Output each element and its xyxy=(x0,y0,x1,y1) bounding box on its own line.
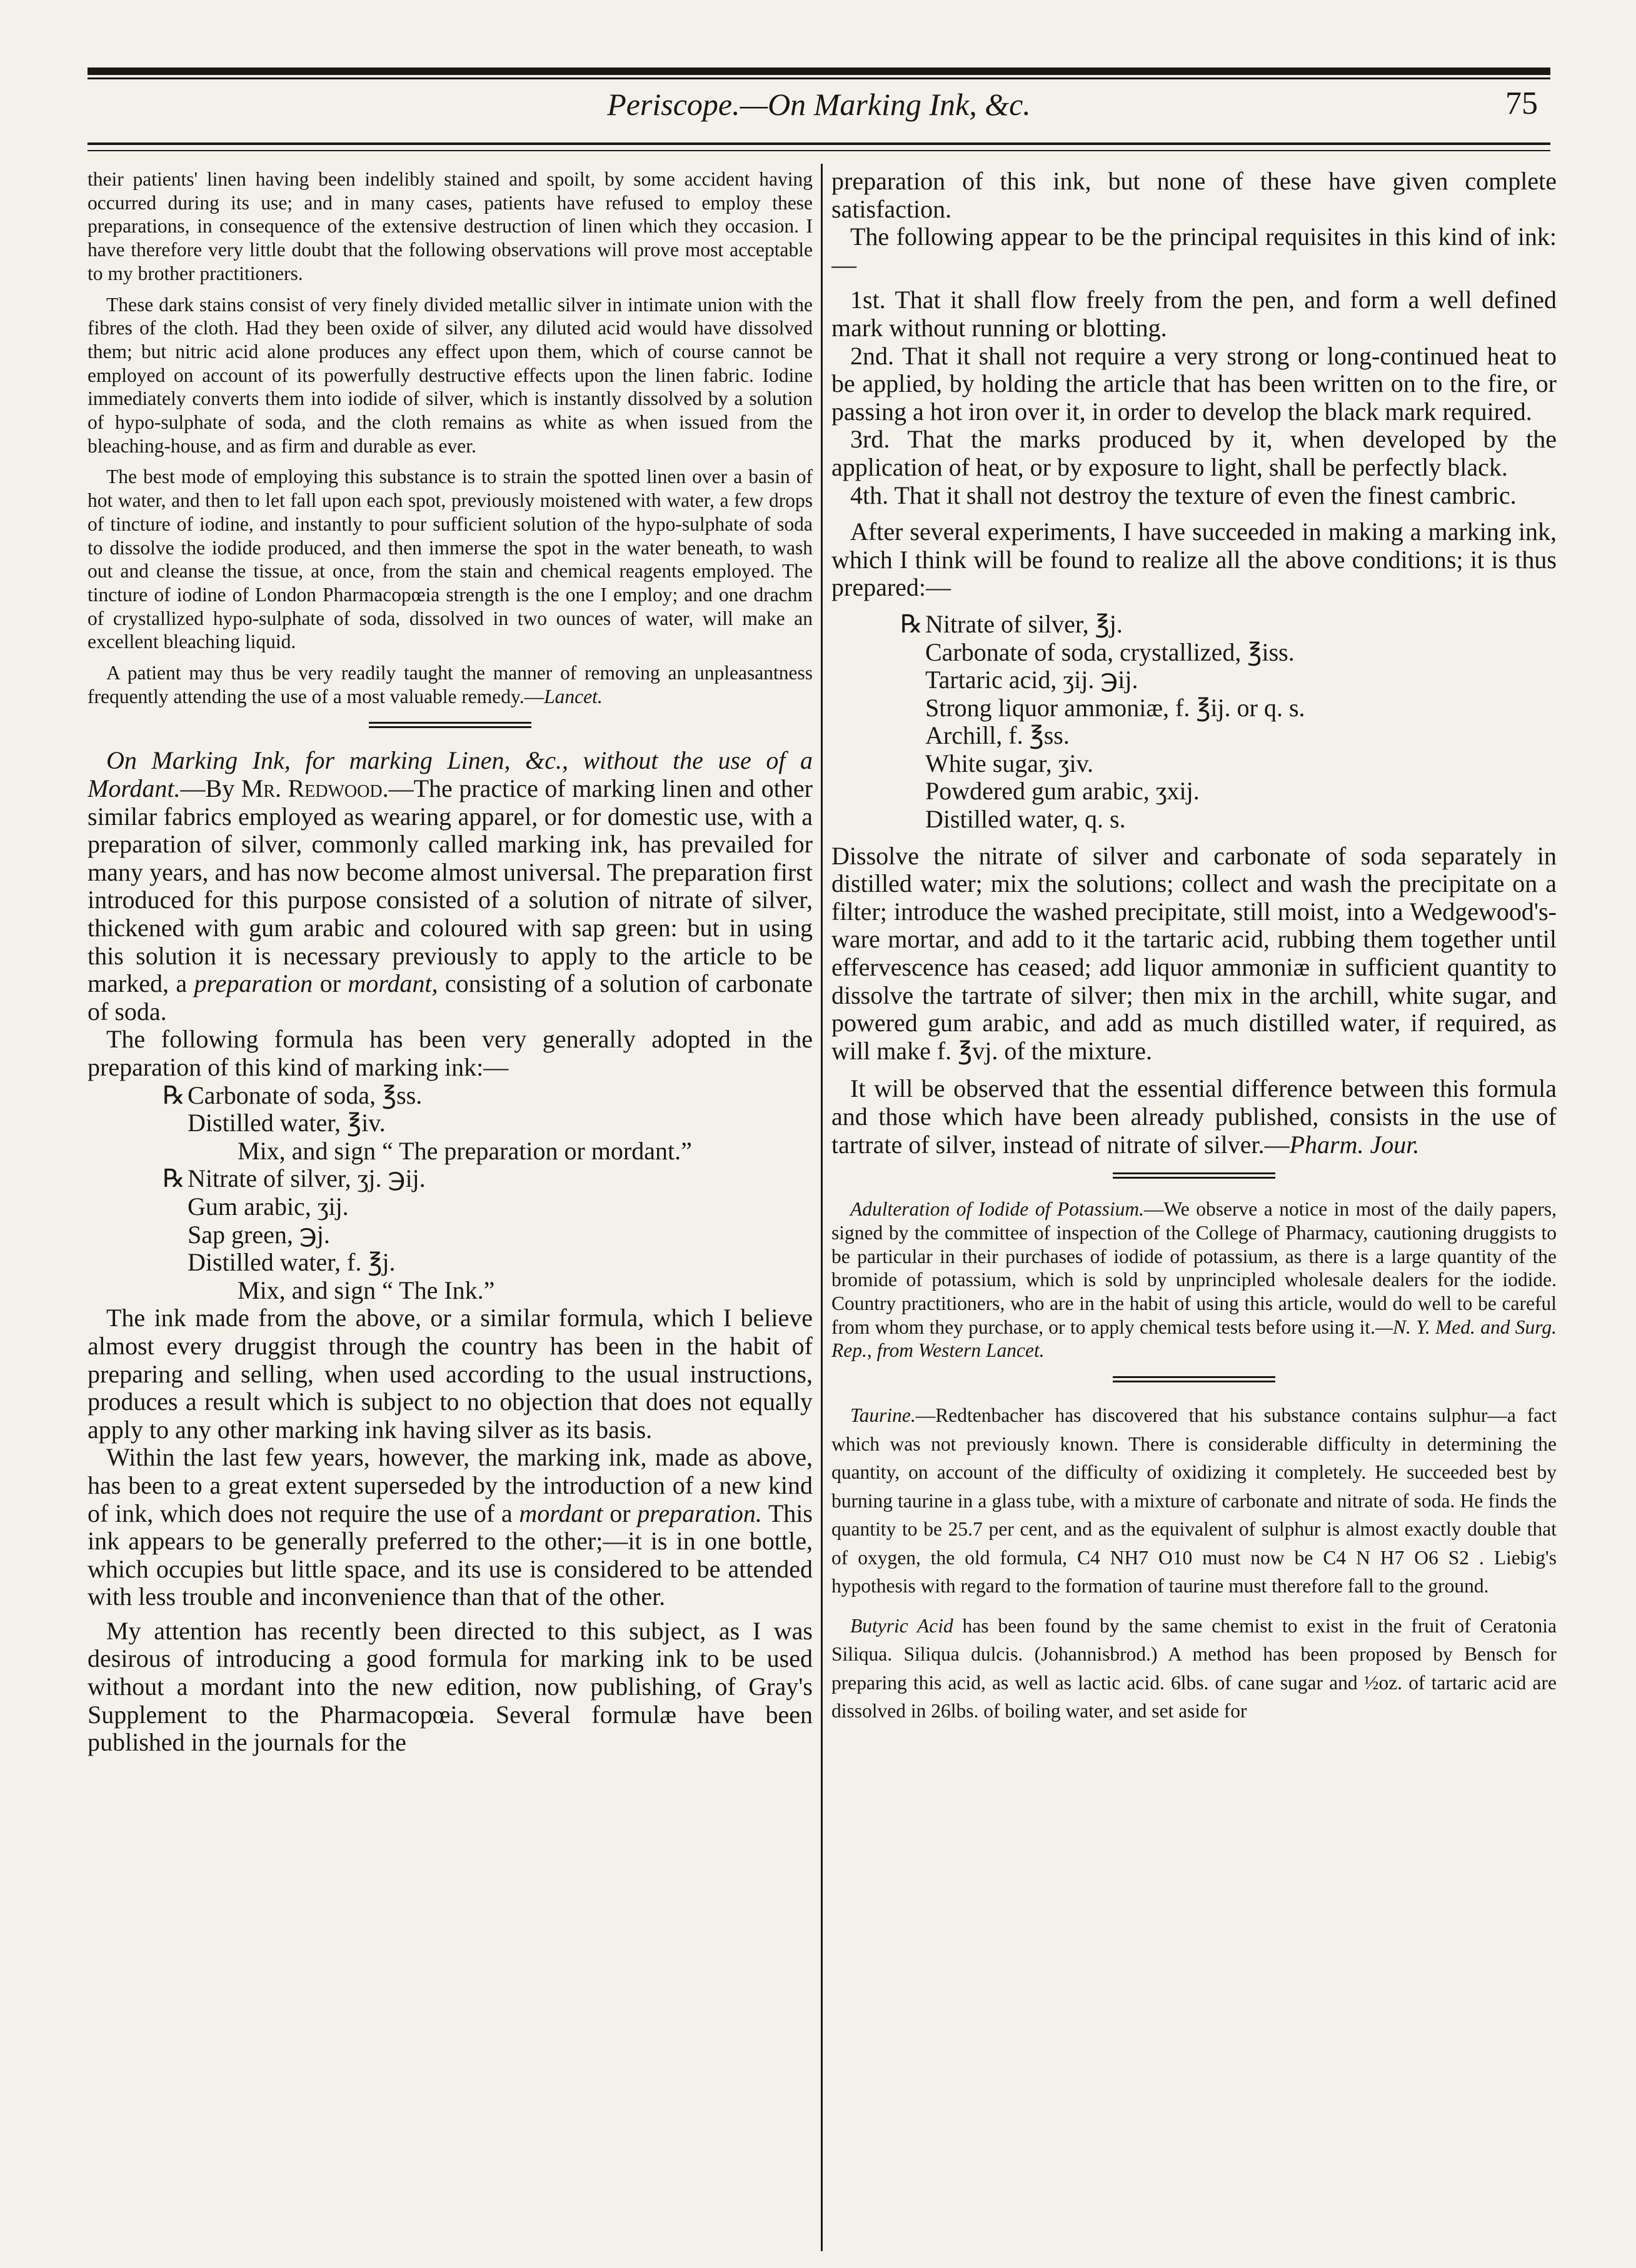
paragraph-text: It will be observed that the essential difference between this formula and those which have been already published, consists in the use of tartrate of silver, instead of nitrate of silver.— xyxy=(831,1074,1557,1159)
formula-line xyxy=(163,1277,813,1305)
paragraph-text: —We observe a notice in most of the daily papers, signed by the committee of inspection of the College of Pharmacy, cautioning druggists to be particular in their purchases of iodide of potassium, as there is a large quantity of the bromide of potassium, which is sold by unprincipled wholesale dealers for the iodide. Country practitioners, who are in the habit of using this article, would do well to be careful from whom they purchase, or to apply chemical tests before using it. xyxy=(831,1198,1557,1338)
formula-line xyxy=(900,722,1557,750)
paragraph-text: —Redtenbacher has discovered that his substance contains sulphur—a fact which was not previously known. There is considerable difficulty in determining the quantity, on account of the difficulty of oxidizing it completely. He succeeded best by burning taurine in a glass tube, with a mixture of carbonate and nitrate of soda. He finds the quantity to be 25.7 per cent, and as the equivalent of sulphur is almost exactly double that of oxygen, the old formula, C4 NH7 O10 must now be C4 N H7 O6 S2 . Liebig's hypothesis with regard to the formation of taurine must therefore fall to the ground. xyxy=(831,1404,1557,1597)
formula-line xyxy=(163,1165,813,1193)
header-rule-thick xyxy=(88,67,1550,75)
paragraph xyxy=(831,1401,1557,1601)
formula-text: Distilled water, ℥iv. xyxy=(188,1109,386,1137)
paragraph-text: —The practice of marking linen and other similar fabrics employed as wearing apparel, or for domestic use, with a preparation of silver, commonly called marking ink, has prevailed for many years, and has now become almost universal. The preparation first introduced for this purpose consisted of a solution of nitrate of silver, thickened with gum arabic and coloured with sap green: but in using this solution it is necessary previously to apply to the article to be marked, a xyxy=(88,774,813,998)
formula-text: Mix, and sign “ The preparation or mordant.” xyxy=(238,1136,692,1165)
paragraph-text: or xyxy=(313,969,348,998)
section-separator xyxy=(831,1362,1557,1401)
formula-line xyxy=(163,1137,813,1166)
formula-text: Nitrate of silver, ʒj. ℈ij. xyxy=(188,1164,426,1193)
emphasis: preparation xyxy=(194,969,313,998)
recipe-symbol: ℞ xyxy=(163,1164,185,1193)
formula-line xyxy=(163,1193,813,1221)
formula-text: Tartaric acid, ʒij. ℈ij. xyxy=(925,666,1138,694)
formula-line xyxy=(900,750,1557,778)
paragraph xyxy=(831,1612,1557,1726)
formula-text: Carbonate of soda, crystallized, ℥iss. xyxy=(925,637,1295,666)
paragraph xyxy=(831,1197,1557,1362)
header-rule-thin xyxy=(88,77,1550,79)
running-title: Periscope.—On Marking Ink, &c. xyxy=(607,87,1031,122)
paragraph xyxy=(831,1075,1557,1159)
running-header xyxy=(88,82,1550,132)
paragraph: After several experiments, I have succeeded in making a marking ink, which I think will be found to realize all the above conditions; it is thus prepared:— xyxy=(831,517,1557,602)
formula-text: Carbonate of soda, ℥ss. xyxy=(188,1081,423,1109)
header-underline-1 xyxy=(88,142,1550,145)
source-citation: —N. Y. Med. and Surg. Rep., from Western Lancet. xyxy=(831,1316,1557,1362)
column-divider xyxy=(821,164,823,2251)
requirement-item: 1st. That it shall flow freely from the pen, and form a well defined mark without running or blotting. xyxy=(831,286,1557,342)
formula-line xyxy=(900,611,1557,639)
requirement-item: 4th. That it shall not destroy the texture of even the finest cambric. xyxy=(850,481,1517,509)
formula-text: Mix, and sign “ The Ink.” xyxy=(238,1276,495,1304)
source-citation: Lancet. xyxy=(544,685,603,707)
formula-text: Archill, f. ℥ss. xyxy=(925,721,1070,750)
article-title: Butyric Acid xyxy=(850,1614,953,1637)
formula-line xyxy=(163,1109,813,1137)
formula-line xyxy=(900,694,1557,722)
formula-block xyxy=(88,1082,813,1305)
paragraph: The following appear to be the principal requisites in this kind of ink:— xyxy=(831,222,1557,279)
emphasis: mordant xyxy=(519,1499,603,1527)
formula-line xyxy=(163,1221,813,1249)
paragraph: My attention has recently been directed to this subject, as I was desirous of introducing a good formula for marking ink to be used without a mordant into the new edition, now publishing, of Gray's Supplement to the Pharmacopœia. Several formulæ have been published in the journals for the xyxy=(88,1616,813,1757)
formula-line xyxy=(900,806,1557,834)
right-column xyxy=(831,167,1557,2249)
emphasis: mordant, xyxy=(348,969,438,998)
paragraph-text: consisting of a solution of carbonate of soda. xyxy=(88,969,813,1026)
requirement-item: 2nd. That it shall not require a very strong or long-continued heat to be applied, by holding the article that has been written on to the fire, or passing a hot iron over it, in order to develop the black mark required. xyxy=(831,341,1557,426)
recipe-symbol: ℞ xyxy=(163,1081,185,1109)
formula-text: Nitrate of silver, ℥j. xyxy=(925,609,1123,638)
source-citation: Pharm. Jour. xyxy=(1289,1130,1420,1159)
formula-block xyxy=(831,611,1557,834)
recipe-symbol: ℞ xyxy=(900,609,923,638)
paragraph-text: This ink appears to be generally preferred to the other;—it is in one bottle, which occupies but little space, and its use is considered to be attended with less trouble and inconvenience than that of the other. xyxy=(88,1499,813,1611)
left-column xyxy=(88,167,813,2249)
page-number: 75 xyxy=(1505,86,1538,121)
article-author: Mr. Redwood. xyxy=(241,774,389,803)
paragraph: Dissolve the nitrate of silver and carbonate of soda separately in distilled water; mix the solutions; collect and wash the precipitate on a filter; introduce the washed precipitate, still moist, into a Wedgewood's-ware mortar, and add to it the tartaric acid, rubbing them together until effervescence has ceased; add liquor ammoniæ in sufficient quantity to dissolve the tartrate of silver; then mix in the archill, white sugar, and powered gum arabic, and add as much distilled water, if required, as will make f. ℥vj. of the mixture. xyxy=(831,841,1557,1065)
formula-text: Powdered gum arabic, ʒxij. xyxy=(925,777,1200,806)
article-title: On Marking Ink, for marking Linen, &c., without the use of a Mordant. xyxy=(88,746,813,803)
paragraph-text: has been found by the same chemist to exist in the fruit of Ceratonia Siliqua. Siliqua dulcis. (Johannisbrod.) A method has been proposed by Bensch for preparing this acid, as well as lactic acid. 6lbs. of cane sugar and ½oz. of tartaric acid are dissolved in 26lbs. of boiling water, and set aside for xyxy=(831,1614,1557,1722)
formula-text: Gum arabic, ʒij. xyxy=(188,1192,349,1221)
formula-text: Distilled water, f. ℥j. xyxy=(188,1248,396,1277)
paragraph: The following formula has been very generally adopted in the preparation of this kind of marking ink:— xyxy=(88,1025,813,1081)
paragraph: their patients' linen having been indelibly stained and spoilt, by some accident having occurred during its use; and in many cases, patients have refused to employ these preparations, in consequence of the extensive destruction of linen which they occasion. I have therefore very little doubt that the following observations will prove most acceptable to my brother practitioners. xyxy=(88,168,813,284)
paragraph: preparation of this ink, but none of these have given complete satisfaction. xyxy=(831,167,1557,223)
author-prefix: —By xyxy=(180,774,241,803)
article-paragraph xyxy=(88,747,813,1026)
article-title: Taurine. xyxy=(850,1404,916,1427)
emphasis: preparation. xyxy=(637,1499,762,1527)
formula-line xyxy=(900,777,1557,806)
section-separator xyxy=(831,1159,1557,1197)
paragraph-text: or xyxy=(603,1499,638,1527)
formula-text: Sap green, ℈j. xyxy=(188,1220,330,1249)
paragraph-text: Within the last few years, however, the marking ink, made as above, has been to a great extent superseded by the introduction of a new kind of ink, which does not require the use of a xyxy=(88,1443,813,1527)
paragraph xyxy=(88,1444,813,1611)
article-title: Adulteration of Iodide of Potassium. xyxy=(850,1198,1144,1221)
requirement-item: 3rd. That the marks produced by it, when developed by the application of heat, or by exposure to light, shall be perfectly black. xyxy=(831,425,1557,481)
formula-text: Distilled water, q. s. xyxy=(925,805,1126,834)
paragraph-text: A patient may thus be very readily taught the manner of removing an unpleasantness frequently attending the use of a most valuable remedy.— xyxy=(88,662,813,707)
formula-line xyxy=(163,1082,813,1110)
paragraph: The ink made from the above, or a similar formula, which I believe almost every druggist through the country has been in the habit of preparing and selling, when used according to the usual instructions, produces a result which is subject to no objection that does not equally apply to any other marking ink having silver as its basis. xyxy=(88,1304,813,1444)
formula-line xyxy=(900,639,1557,667)
paragraph: These dark stains consist of very finely divided metallic silver in intimate union with the fibres of the cloth. Had they been oxide of silver, any diluted acid would have dissolved them; but nitric acid alone produces any effect upon them, which of course cannot be employed on account of its powerfully destructive effects upon the linen fabric. Iodine immediately converts them into iodide of silver, which is instantly dissolved by a solution of hypo-sulphate of soda, and the cloth remains as white as when issued from the bleaching-house, and as firm and durable as ever. xyxy=(88,293,813,457)
formula-text: White sugar, ʒiv. xyxy=(925,749,1094,777)
formula-line xyxy=(163,1249,813,1277)
paragraph: The best mode of employing this substance is to strain the spotted linen over a basin of hot water, and then to let fall upon each spot, previously moistened with water, a few drops of tincture of iodine, and instantly to pour sufficient solution of the hypo-sulphate of soda to dissolve the iodide produced, and then immerse the spot in the water beneath, to wash out and cleanse the tissue, at once, from the stain and chemical reagents employed. The tincture of iodine of London Pharmacopœia strength is the one I employ; and one drachm of crystallized hypo-sulphate of soda, dissolved in two ounces of water, will make an excellent bleaching liquid. xyxy=(88,466,813,653)
paragraph xyxy=(88,661,813,708)
formula-text: Strong liquor ammoniæ, f. ℥ij. or q. s. xyxy=(925,693,1305,722)
header-underline-2 xyxy=(88,150,1550,151)
section-separator xyxy=(88,708,813,747)
formula-line xyxy=(900,666,1557,694)
